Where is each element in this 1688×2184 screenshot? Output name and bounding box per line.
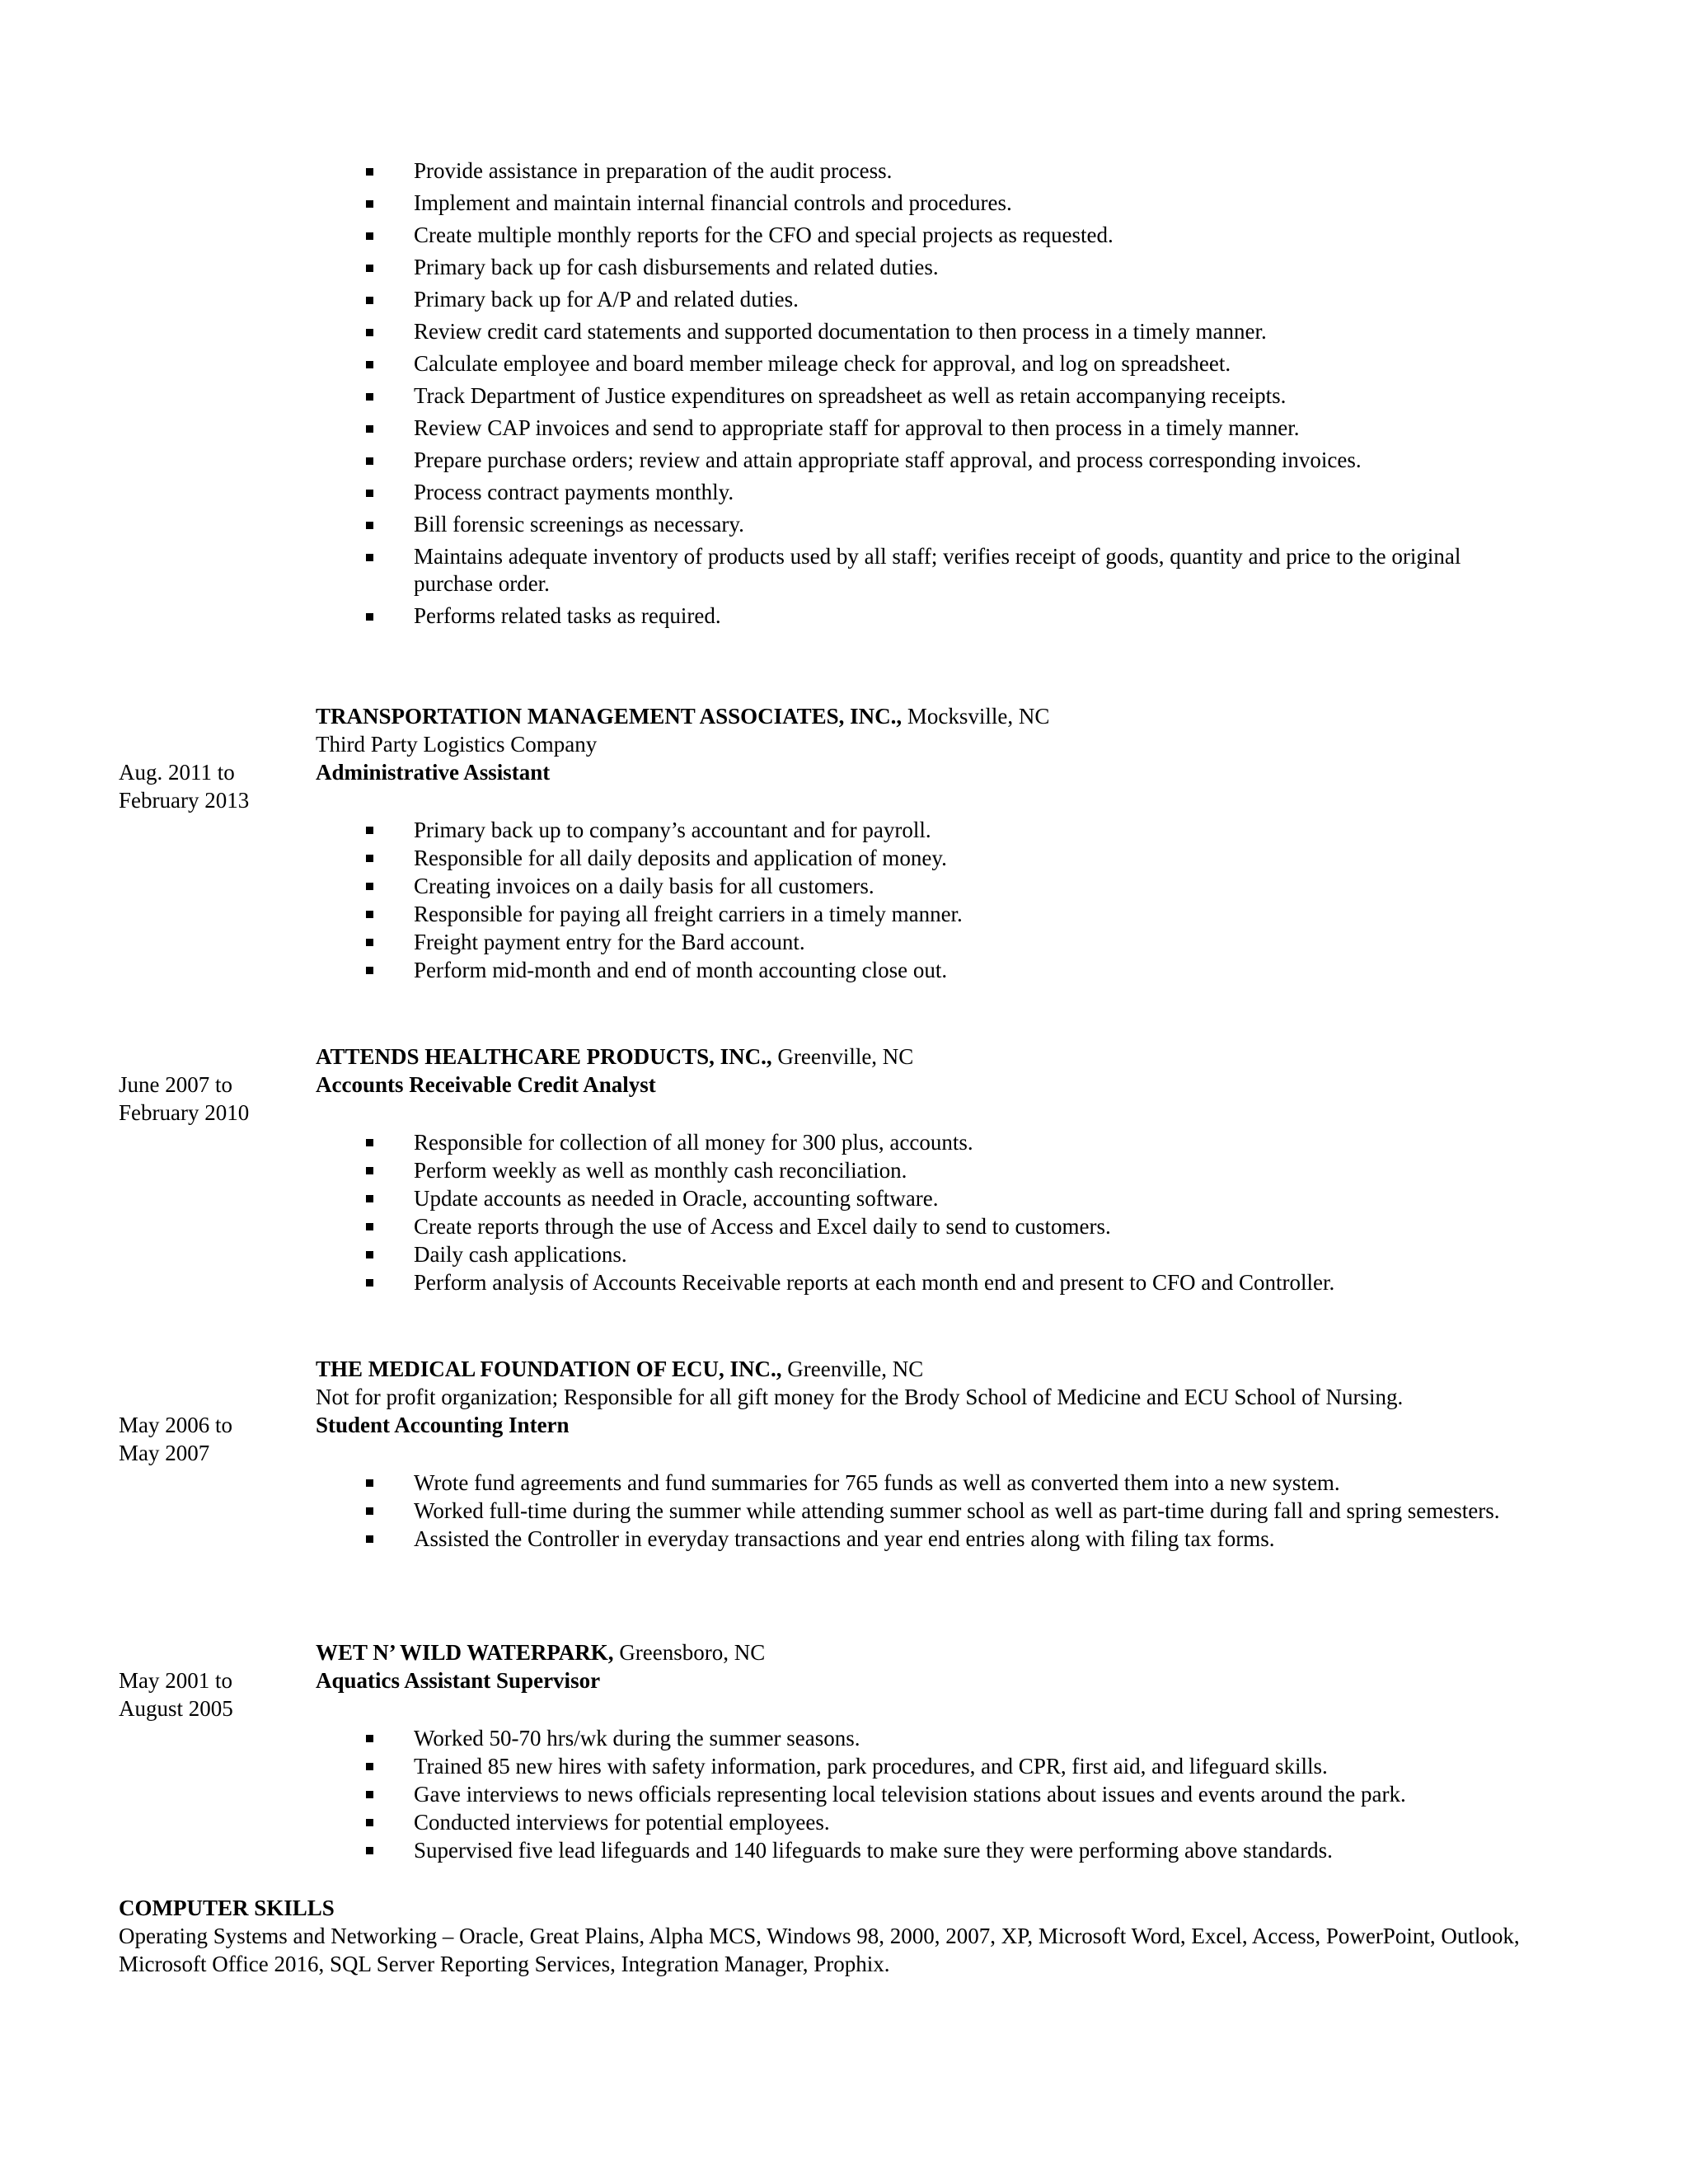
company-line xyxy=(316,1638,1634,1666)
bullet-square-icon xyxy=(366,967,373,974)
list-item xyxy=(366,1752,1536,1780)
job-dates-ecu xyxy=(119,1411,308,1467)
bullet-square-icon xyxy=(366,939,373,946)
list-item xyxy=(366,1724,1536,1752)
job-duties-list-attends xyxy=(366,1128,1536,1296)
bullet-square-icon xyxy=(366,329,373,336)
bullet-square-icon xyxy=(366,1279,373,1286)
list-item-text: Gave interviews to news officials representing local television stations about issues and events around the park. xyxy=(414,1782,1406,1807)
job-dates-wetnwild xyxy=(119,1666,308,1722)
list-item-text: Maintains adequate inventory of products used by all staff; verifies receipt of goods, quantity and price to the original purchase order. xyxy=(414,544,1461,596)
list-item xyxy=(366,956,1536,984)
company-location: Greenville, NC xyxy=(771,1044,914,1069)
list-item-text: Review CAP invoices and send to appropriate staff for approval to then process in a timely manner. xyxy=(414,415,1300,440)
bullet-square-icon xyxy=(366,827,373,834)
list-item-text: Primary back up for cash disbursements and related duties. xyxy=(414,255,939,279)
company-name: THE MEDICAL FOUNDATION OF ECU, INC., xyxy=(316,1357,782,1381)
bullet-square-icon xyxy=(366,490,373,497)
list-item xyxy=(366,415,1536,442)
job-dates-attends xyxy=(119,1071,308,1127)
bullet-square-icon xyxy=(366,265,373,272)
list-item-text: Worked full-time during the summer while attending summer school as well as part-time during fall and spring semesters. xyxy=(414,1498,1500,1523)
job-title: Administrative Assistant xyxy=(316,760,551,785)
date-end: February 2010 xyxy=(119,1100,250,1125)
list-item-text: Primary back up for A/P and related duties. xyxy=(414,287,799,312)
list-item-text: Daily cash applications. xyxy=(414,1242,627,1267)
date-start: Aug. 2011 to xyxy=(119,760,235,785)
list-item-text: Trained 85 new hires with safety information, park procedures, and CPR, first aid, and lifeguard skills. xyxy=(414,1754,1328,1779)
bullet-square-icon xyxy=(366,911,373,918)
date-end: May 2007 xyxy=(119,1441,210,1465)
list-item xyxy=(366,816,1536,844)
list-item xyxy=(366,511,1536,538)
bullet-square-icon xyxy=(366,1251,373,1258)
bullet-square-icon xyxy=(366,1507,373,1515)
bullet-square-icon xyxy=(366,554,373,561)
list-item-text: Assisted the Controller in everyday transactions and year end entries along with filing tax forms. xyxy=(414,1526,1275,1551)
list-item-text: Supervised five lead lifeguards and 140 lifeguards to make sure they were performing above standards. xyxy=(414,1838,1333,1863)
job-title: Accounts Receivable Credit Analyst xyxy=(316,1072,656,1097)
list-item-text: Provide assistance in preparation of the audit process. xyxy=(414,158,893,183)
list-item xyxy=(366,1469,1536,1497)
list-item-text: Perform weekly as well as monthly cash reconciliation. xyxy=(414,1158,907,1183)
bullet-square-icon xyxy=(366,1139,373,1146)
company-line xyxy=(316,1355,1634,1383)
list-item xyxy=(366,1184,1536,1212)
bullet-square-icon xyxy=(366,883,373,890)
list-item xyxy=(366,447,1536,474)
job-header-ecu xyxy=(316,1355,1634,1439)
list-item-text: Worked 50-70 hrs/wk during the summer seasons. xyxy=(414,1726,860,1750)
list-item xyxy=(366,543,1536,598)
job-header-wetnwild xyxy=(316,1638,1634,1694)
bullet-square-icon xyxy=(366,1819,373,1826)
list-item xyxy=(366,602,1536,630)
company-description: Not for profit organization; Responsible for all gift money for the Brody School of Medicine and ECU School of Nursing. xyxy=(316,1385,1404,1409)
computer-skills-text: Operating Systems and Networking – Oracle, Great Plains, Alpha MCS, Windows 98, 2000, 2007, XP, Microsoft Word, Excel, Access, PowerPoint, Outlook, Microsoft Office 2016, SQL Server Reporting Services, Integration Manager, Prophix. xyxy=(119,1924,1520,1976)
list-item xyxy=(366,1836,1536,1864)
list-item-text: Calculate employee and board member mileage check for approval, and log on spreadsheet. xyxy=(414,351,1231,376)
list-item-text: Prepare purchase orders; review and attain appropriate staff approval, and process corresponding invoices. xyxy=(414,448,1362,472)
company-name: WET N’ WILD WATERPARK, xyxy=(316,1640,614,1665)
job-header-attends xyxy=(316,1043,1634,1099)
list-item-text: Perform analysis of Accounts Receivable reports at each month end and present to CFO and Controller. xyxy=(414,1270,1335,1295)
date-end: February 2013 xyxy=(119,788,250,813)
bullet-square-icon xyxy=(366,1763,373,1770)
job-title: Student Accounting Intern xyxy=(316,1413,570,1437)
job-header-tma xyxy=(316,702,1634,786)
bullet-square-icon xyxy=(366,1791,373,1798)
company-location: Greenville, NC xyxy=(781,1357,924,1381)
list-item xyxy=(366,318,1536,345)
date-end: August 2005 xyxy=(119,1696,233,1721)
list-item-text: Create reports through the use of Access and Excel daily to send to customers. xyxy=(414,1214,1111,1239)
list-item xyxy=(366,382,1536,410)
bullet-square-icon xyxy=(366,425,373,433)
date-start: May 2001 to xyxy=(119,1668,232,1693)
list-item-text: Freight payment entry for the Bard account. xyxy=(414,930,805,954)
company-line xyxy=(316,702,1634,730)
list-item xyxy=(366,1525,1536,1553)
list-item-text: Process contract payments monthly. xyxy=(414,480,734,504)
bullet-square-icon xyxy=(366,1735,373,1742)
company-line xyxy=(316,1043,1634,1071)
job-title: Aquatics Assistant Supervisor xyxy=(316,1668,601,1693)
company-name: TRANSPORTATION MANAGEMENT ASSOCIATES, INC., xyxy=(316,704,903,729)
list-item xyxy=(366,222,1536,249)
list-item xyxy=(366,1156,1536,1184)
date-start: May 2006 to xyxy=(119,1413,232,1437)
bullet-square-icon xyxy=(366,522,373,529)
date-start: June 2007 to xyxy=(119,1072,232,1097)
computer-skills-section xyxy=(119,1894,1602,1978)
list-item-text: Track Department of Justice expenditures on spreadsheet as well as retain accompanying receipts. xyxy=(414,383,1287,408)
list-item xyxy=(366,900,1536,928)
bullet-square-icon xyxy=(366,297,373,304)
list-item-text: Implement and maintain internal financial controls and procedures. xyxy=(414,190,1012,215)
list-item xyxy=(366,872,1536,900)
list-item-text: Wrote fund agreements and fund summaries for 765 funds as well as converted them into a new system. xyxy=(414,1470,1340,1495)
list-item xyxy=(366,1240,1536,1268)
list-item xyxy=(366,1212,1536,1240)
list-item xyxy=(366,479,1536,506)
bullet-square-icon xyxy=(366,1847,373,1854)
bullet-square-icon xyxy=(366,1535,373,1543)
company-description: Third Party Logistics Company xyxy=(316,732,598,757)
list-item-text: Conducted interviews for potential employees. xyxy=(414,1810,830,1835)
list-item-text: Perform mid-month and end of month accounting close out. xyxy=(414,958,948,982)
list-item-text: Review credit card statements and supported documentation to then process in a timely manner. xyxy=(414,319,1267,344)
bullet-square-icon xyxy=(366,1479,373,1487)
list-item xyxy=(366,844,1536,872)
list-item xyxy=(366,350,1536,377)
bullet-square-icon xyxy=(366,232,373,240)
list-item-text: Responsible for paying all freight carriers in a timely manner. xyxy=(414,902,963,926)
job-duties-list-wetnwild xyxy=(366,1724,1536,1864)
list-item-text: Responsible for collection of all money for 300 plus, accounts. xyxy=(414,1130,973,1155)
list-item xyxy=(366,190,1536,217)
bullet-square-icon xyxy=(366,613,373,621)
job-duties-list-ecu xyxy=(366,1469,1536,1553)
bullet-square-icon xyxy=(366,1195,373,1202)
bullet-square-icon xyxy=(366,1223,373,1230)
list-item xyxy=(366,1268,1536,1296)
list-item-text: Performs related tasks as required. xyxy=(414,603,721,628)
company-name: ATTENDS HEALTHCARE PRODUCTS, INC., xyxy=(316,1044,772,1069)
list-item-text: Primary back up to company’s accountant and for payroll. xyxy=(414,818,931,842)
bullet-square-icon xyxy=(366,1167,373,1174)
company-location: Mocksville, NC xyxy=(902,704,1050,729)
bullet-square-icon xyxy=(366,168,373,176)
bullet-square-icon xyxy=(366,393,373,401)
list-item xyxy=(366,928,1536,956)
bullet-square-icon xyxy=(366,200,373,208)
list-item-text: Create multiple monthly reports for the CFO and special projects as requested. xyxy=(414,223,1114,247)
list-item-text: Bill forensic screenings as necessary. xyxy=(414,512,744,537)
job-dates-tma xyxy=(119,758,308,814)
list-item xyxy=(366,286,1536,313)
list-item xyxy=(366,254,1536,281)
list-item xyxy=(366,1808,1536,1836)
list-item-text: Responsible for all daily deposits and application of money. xyxy=(414,846,947,870)
list-item xyxy=(366,1128,1536,1156)
list-item xyxy=(366,157,1536,185)
bullet-square-icon xyxy=(366,457,373,465)
bullet-square-icon xyxy=(366,855,373,862)
job-duties-list-tma xyxy=(366,816,1536,984)
list-item-text: Update accounts as needed in Oracle, accounting software. xyxy=(414,1186,939,1211)
list-item-text: Creating invoices on a daily basis for all customers. xyxy=(414,874,874,898)
list-item xyxy=(366,1497,1536,1525)
previous-job-duties-list xyxy=(366,157,1536,635)
company-location: Greensboro, NC xyxy=(613,1640,766,1665)
bullet-square-icon xyxy=(366,361,373,368)
section-heading: COMPUTER SKILLS xyxy=(119,1896,335,1920)
list-item xyxy=(366,1780,1536,1808)
